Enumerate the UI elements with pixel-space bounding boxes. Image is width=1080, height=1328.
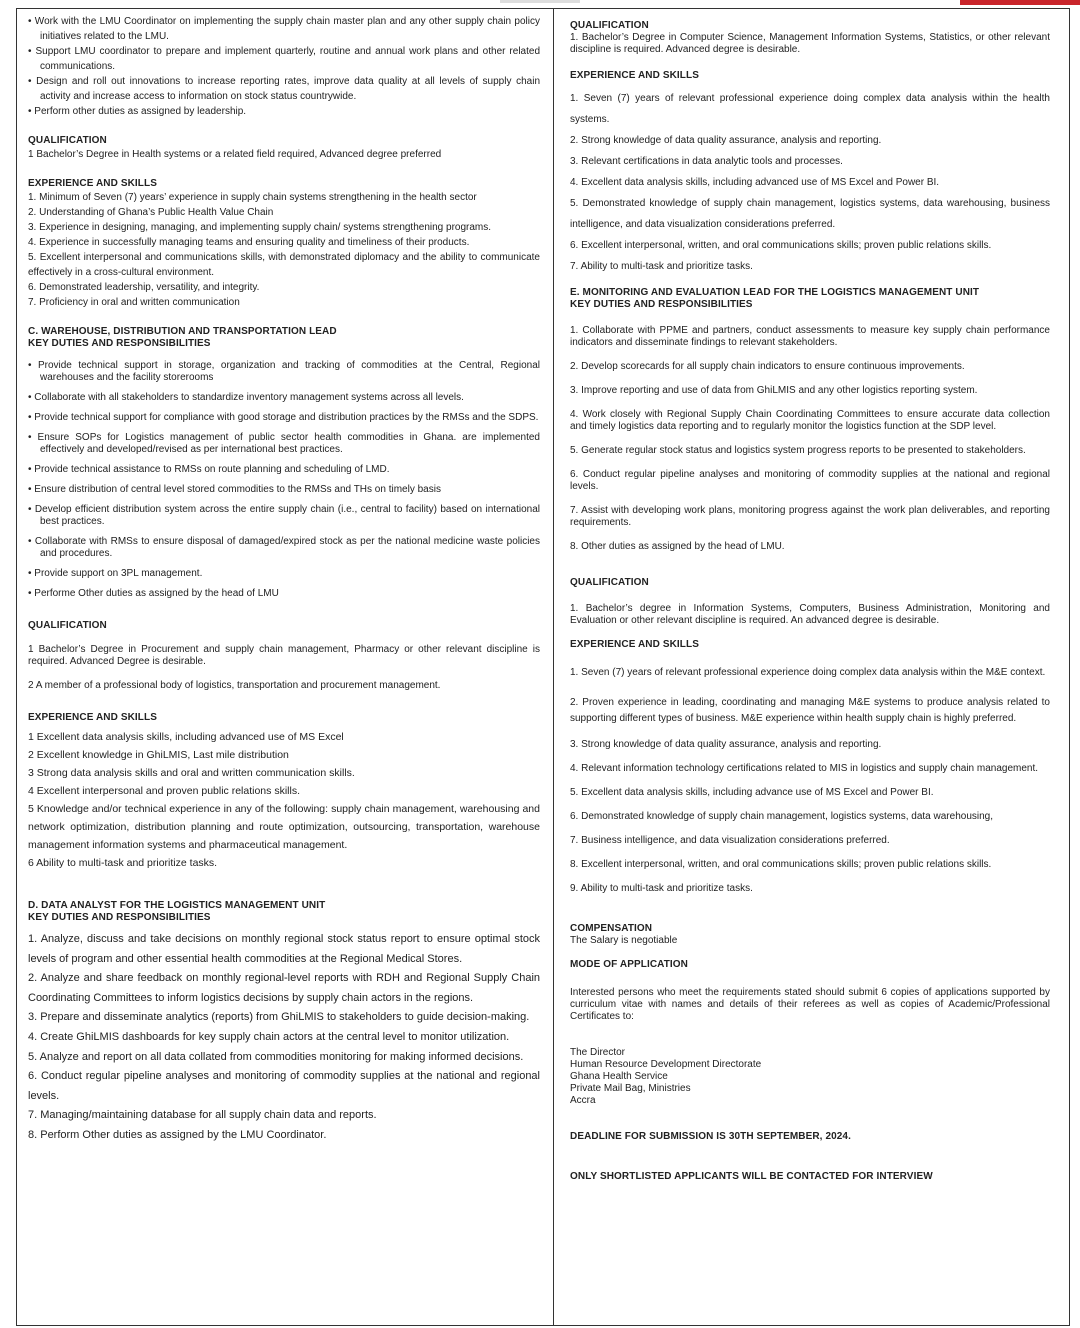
list-item: • Ensure SOPs for Logistics management of public sector health commodities in Ghana. are implemented effectively and developed/revised as per international best practices. — [28, 432, 540, 455]
list-item: 6. Demonstrated knowledge of supply chain management, logistics systems, data warehousing, — [570, 811, 994, 822]
list-item: 1. Seven (7) years of relevant professional experience doing complex data analysis within the health systems. — [570, 93, 1050, 125]
compensation-text: The Salary is negotiable — [570, 935, 678, 946]
column-divider — [553, 8, 554, 1326]
section-d-title: D. DATA ANALYST FOR THE LOGISTICS MANAGEMENT UNIT — [28, 900, 326, 911]
list-item: • Design and roll out innovations to increase reporting rates, improve data quality at all levels of supply chain activity and increase access to information on stock status countrywide. — [28, 76, 540, 102]
list-item: • Work with the LMU Coordinator on implementing the supply chain master plan and any other supply chain policy initiatives related to the LMU. — [28, 16, 540, 42]
address-line: Ghana Health Service — [570, 1071, 668, 1082]
list-item: 1. Minimum of Seven (7) years’ experience in supply chain systems strengthening in the health sector — [28, 192, 477, 203]
list-item: 6 Ability to multi-task and prioritize tasks. — [28, 857, 218, 869]
list-item: • Ensure distribution of central level stored commodities to the RMSs and THs on timely basis — [28, 484, 441, 495]
list-item: 7. Business intelligence, and data visualization considerations preferred. — [570, 835, 890, 846]
list-item: 7. Managing/maintaining database for all supply chain data and reports. — [28, 1109, 377, 1122]
list-item: 6. Conduct regular pipeline analyses and monitoring of commodity supplies at the national and regional levels. — [28, 1070, 540, 1102]
section-e-duties — [570, 325, 1050, 553]
list-item: 1. Bachelor’s degree in Information Systems, Computers, Business Administration, Monitoring and Evaluation or other relevant discipline is required. An advanced degree is desirable. — [570, 603, 1050, 626]
list-item: 3. Relevant certifications in data analytic tools and processes. — [570, 156, 843, 167]
list-item: 1. Seven (7) years of relevant professional experience doing complex data analysis within the M&E context. — [570, 667, 1046, 678]
list-item: 2. Understanding of Ghana’s Public Health Value Chain — [28, 207, 274, 218]
list-item: 1. Collaborate with PPME and partners, conduct assessments to measure key supply chain performance indicators and disseminate findings to relevant stakeholders. — [570, 325, 1050, 348]
list-item: 3. Improve reporting and use of data from GhiLMIS and any other logistics reporting system. — [570, 385, 978, 396]
list-item: 2. Analyze and share feedback on monthly regional-level reports with RDH and Regional Supply Chain Coordinating Committees to inform logistics decisions by supply chain actors in the regions. — [28, 972, 540, 1004]
experience-heading: EXPERIENCE AND SKILLS — [570, 639, 699, 650]
deadline-notice: DEADLINE FOR SUBMISSION IS 30TH SEPTEMBER, 2024. — [570, 1131, 851, 1142]
list-item: 4. Work closely with Regional Supply Chain Coordinating Committees to ensure accurate data collection and timely logistics data reporting and to regularly monitor the logistics function at the SDP level. — [570, 409, 1050, 432]
list-item: • Provide technical support for compliance with good storage and distribution practices by the RMSs and the SDPS. — [28, 412, 539, 423]
list-item: 2 Excellent knowledge in GhiLMIS, Last mile distribution — [28, 749, 289, 761]
list-item: • Develop efficient distribution system across the entire supply chain (i.e., central to facility) based on international best practices. — [28, 504, 540, 527]
list-item: 4. Experience in successfully managing teams and ensuring quality and timeliness of their products. — [28, 237, 470, 248]
qualification-heading: QUALIFICATION — [570, 20, 649, 31]
list-item: 5. Demonstrated knowledge of supply chain management, logistics systems, data warehousing, business intelligence, and data visualization considerations preferred. — [570, 198, 1050, 230]
banner-fragment — [500, 0, 580, 3]
list-item: 3. Prepare and disseminate analytics (reports) from GhiLMIS to stakeholders to guide decision-making. — [28, 1011, 530, 1024]
qualification-heading: QUALIFICATION — [28, 620, 107, 631]
list-item: 4. Create GhiLMIS dashboards for key supply chain actors at the central level to monitor utilization. — [28, 1030, 510, 1043]
intro-duties-list — [28, 14, 540, 119]
list-item: • Provide technical assistance to RMSs on route planning and scheduling of LMD. — [28, 464, 390, 475]
list-item: • Support LMU coordinator to prepare and implement quarterly, routine and annual work plans and other related communications. — [28, 46, 540, 72]
right-column — [570, 14, 1050, 1183]
experience-heading: EXPERIENCE AND SKILLS — [28, 712, 157, 723]
list-item: 7. Proficiency in oral and written communication — [28, 297, 240, 308]
list-item: 3. Experience in designing, managing, and implementing supply chain/ systems strengthening programs. — [28, 222, 492, 233]
list-item: 5. Analyze and report on all data collated from commodities monitoring for making informed decisions. — [28, 1050, 524, 1063]
qualification-heading: QUALIFICATION — [28, 135, 107, 146]
list-item: 4. Excellent data analysis skills, including advanced use of MS Excel and Power BI. — [570, 177, 940, 188]
list-item: 4 Excellent interpersonal and proven public relations skills. — [28, 785, 300, 797]
list-item: 3 Strong data analysis skills and oral and written communication skills. — [28, 767, 355, 779]
left-column — [28, 14, 540, 1146]
list-item: 6. Excellent interpersonal, written, and oral communications skills; proven public relations skills. — [570, 240, 992, 251]
section-e-title: E. MONITORING AND EVALUATION LEAD FOR THE LOGISTICS MANAGEMENT UNIT — [570, 287, 980, 298]
list-item: 2. Develop scorecards for all supply chain indicators to ensure continuous improvements. — [570, 361, 965, 372]
list-item: • Provide technical support in storage, organization and tracking of commodities at the Central, Regional warehouses and the facility storerooms — [28, 360, 540, 383]
list-item: 8. Perform Other duties as assigned by the LMU Coordinator. — [28, 1128, 327, 1141]
list-item: 4. Relevant information technology certifications related to MIS in logistics and supply chain management. — [570, 763, 1039, 774]
list-item: • Provide support on 3PL management. — [28, 568, 203, 579]
list-item: 3. Strong knowledge of data quality assurance, analysis and reporting. — [570, 739, 882, 750]
list-item: 7. Ability to multi-task and prioritize tasks. — [570, 261, 753, 272]
address-line: Private Mail Bag, Ministries — [570, 1083, 691, 1094]
application-instructions: Interested persons who meet the requirements stated should submit 6 copies of applications supported by curriculum vitae with names and details of their referees as well as copies of Academic/Professional Certificates to: — [570, 987, 1050, 1022]
qualification-heading: QUALIFICATION — [570, 577, 649, 588]
list-item: 2 A member of a professional body of logistics, transportation and procurement management. — [28, 680, 441, 691]
address-line: The Director — [570, 1047, 626, 1058]
list-item: 8. Other duties as assigned by the head of LMU. — [570, 541, 785, 552]
list-item: • Perform other duties as assigned by leadership. — [28, 106, 247, 117]
list-item: 9. Ability to multi-task and prioritize tasks. — [570, 883, 753, 894]
compensation-heading: COMPENSATION — [570, 923, 653, 934]
list-item: 1. Bachelor’s Degree in Computer Science, Management Information Systems, Statistics, or other relevant discipline is required. Advanced degree is desirable. — [570, 32, 1050, 55]
section-e-subtitle: KEY DUTIES AND RESPONSIBILITIES — [570, 299, 753, 310]
shortlist-notice: ONLY SHORTLISTED APPLICANTS WILL BE CONTACTED FOR INTERVIEW — [570, 1171, 933, 1182]
list-item: 6. Conduct regular pipeline analyses and monitoring of commodity supplies at the national and regional levels. — [570, 469, 1050, 492]
list-item: 7. Assist with developing work plans, monitoring progress against the work plan deliverables, and reporting requirements. — [570, 505, 1050, 528]
banner-red-accent — [960, 0, 1080, 5]
section-c-duties — [28, 360, 540, 600]
list-item: 8. Excellent interpersonal, written, and oral communications skills; proven public relations skills. — [570, 859, 992, 870]
list-item: 5. Excellent interpersonal and communications skills, with demonstrated diplomacy and the ability to communicate effectively in a cross-cultural environment. — [28, 252, 540, 278]
list-item: 2. Strong knowledge of data quality assurance, analysis and reporting. — [570, 135, 882, 146]
section-c-title: C. WAREHOUSE, DISTRIBUTION AND TRANSPORTATION LEAD — [28, 326, 337, 337]
experience-heading: EXPERIENCE AND SKILLS — [28, 178, 157, 189]
list-item: 1 Bachelor’s Degree in Health systems or a related field required, Advanced degree preferred — [28, 149, 442, 160]
address-line: Human Resource Development Directorate — [570, 1059, 762, 1070]
section-d-duties — [28, 930, 540, 1146]
experience-heading: EXPERIENCE AND SKILLS — [570, 70, 699, 81]
top-banner-strip — [0, 0, 1080, 6]
list-item: 1 Excellent data analysis skills, including advanced use of MS Excel — [28, 731, 344, 743]
list-item: 6. Demonstrated leadership, versatility, and integrity. — [28, 282, 260, 293]
list-item: 5 Knowledge and/or technical experience in any of the following: supply chain management, warehousing and network optimization, distribution planning and route optimization, outsourcing, transportation, warehouse management information systems and pharmaceutical management. — [28, 803, 540, 851]
list-item: 5. Excellent data analysis skills, including advance use of MS Excel and Power BI. — [570, 787, 934, 798]
list-item: • Performe Other duties as assigned by the head of LMU — [28, 588, 279, 599]
section-c-subtitle: KEY DUTIES AND RESPONSIBILITIES — [28, 338, 211, 349]
mode-of-application-heading: MODE OF APPLICATION — [570, 959, 689, 970]
mailing-address — [570, 1047, 1050, 1107]
address-line: Accra — [570, 1095, 596, 1106]
list-item: 1 Bachelor’s Degree in Procurement and supply chain management, Pharmacy or other relevant discipline is required. Advanced Degree is desirable. — [28, 644, 540, 667]
list-item: • Collaborate with all stakeholders to standardize inventory management systems across all levels. — [28, 392, 464, 403]
list-item: 1. Analyze, discuss and take decisions on monthly regional stock status report to ensure optimal stock levels of program and other essential health commodities at the Regional Medical Stores. — [28, 933, 540, 965]
section-d-subtitle: KEY DUTIES AND RESPONSIBILITIES — [28, 912, 211, 923]
list-item: 5. Generate regular stock status and logistics system progress reports to be presented to stakeholders. — [570, 445, 1026, 456]
list-item: • Collaborate with RMSs to ensure disposal of damaged/expired stock as per the national medicine waste policies and procedures. — [28, 536, 540, 559]
list-item: 2. Proven experience in leading, coordinating and managing M&E systems to produce analysis related to supporting different types of business. M&E experience within health supply chain is highly preferred. — [570, 697, 1050, 724]
